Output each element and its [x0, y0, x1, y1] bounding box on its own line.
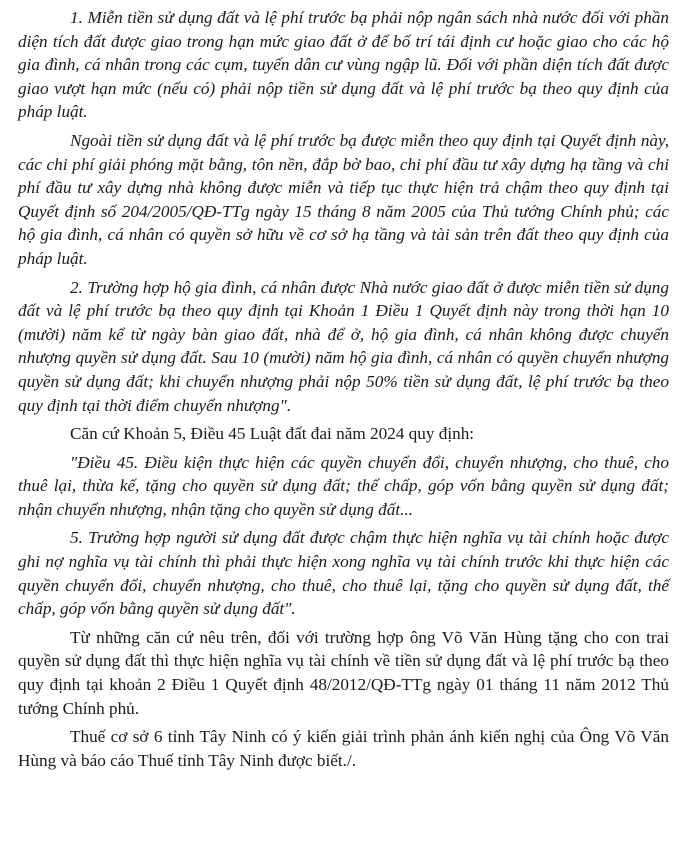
paragraph-exemption-2: 2. Trường hợp hộ gia đình, cá nhân được Nhà nước giao đất ở được miễn tiền sử dụng đất và lệ phí trước bạ theo quy định tại Khoản 1 Điều 1 Quyết định này trong thời hạn 10 (mười) năm kể từ ngày bàn giao đất, nhà để ở, hộ gia đình, cá nhân không được chuyển nhượng quyền sử dụng đất. Sau 10 (mười) năm hộ gia đình, cá nhân có quyền chuyển nhượng quyền sử dụng đất; khi chuyển nhượng phải nộp 50% tiền sử dụng đất, lệ phí trước bạ theo quy định tại thời điểm chuyển nhượng". — [18, 277, 669, 415]
paragraph-closing: Thuế cơ sở 6 tỉnh Tây Ninh có ý kiến giải trình phản ánh kiến nghị của Ông Võ Văn Hùng và báo cáo Thuế tỉnh Tây Ninh được biết./. — [18, 727, 669, 770]
paragraph-exemption-1: 1. Miễn tiền sử dụng đất và lệ phí trước bạ phải nộp ngân sách nhà nước đối với phần diện tích đất được giao trong hạn mức giao đất ở để bố trí tái định cư hoặc giao cho các hộ gia đình, cá nhân trong các cụm, tuyến dân cư vùng ngập lũ. Đối với phần diện tích đất được giao vượt hạn mức (nếu có) phải nộp tiền sử dụng đất và lệ phí trước bạ theo quy định của pháp luật. — [18, 8, 669, 122]
paragraph-article-45: "Điều 45. Điều kiện thực hiện các quyền chuyển đổi, chuyển nhượng, cho thuê, cho thuê lại, thừa kế, tặng cho quyền sử dụng đất; thế chấp, góp vốn bằng quyền sử dụng đất; nhận chuyển nhượng, nhận tặng cho quyền sử dụng đất... — [18, 452, 669, 519]
paragraph-legal-basis: Căn cứ Khoản 5, Điều 45 Luật đất đai năm 2024 quy định: — [70, 424, 475, 444]
paragraph-other-costs: Ngoài tiền sử dụng đất và lệ phí trước bạ được miễn theo quy định tại Quyết định này, các chi phí giải phóng mặt bằng, tôn nền, đắp bờ bao, chi phí đầu tư xây dựng hạ tầng và chi phí đầu tư xây dựng nhà không được miễn và tiếp tục thực hiện trả chậm theo quy định tại Quyết định số 204/2005/QĐ-TTg ngày 15 tháng 8 năm 2005 của Thủ tướng Chính phủ; các hộ gia đình, cá nhân có quyền sở hữu về cơ sở hạ tầng và tài sản trên đất theo quy định của pháp luật. — [18, 130, 669, 268]
paragraph-conclusion: Từ những căn cứ nêu trên, đối với trường hợp ông Võ Văn Hùng tặng cho con trai quyền sử dụng đất thì thực hiện nghĩa vụ tài chính về tiền sử dụng đất và lệ phí trước bạ theo quy định tại khoản 2 Điều 1 Quyết định 48/2012/QĐ-TTg ngày 01 tháng 11 năm 2012 Thủ tướng Chính phủ. — [18, 627, 669, 718]
paragraph-clause-5: 5. Trường hợp người sử dụng đất được chậm thực hiện nghĩa vụ tài chính hoặc được ghi nợ nghĩa vụ tài chính thì phải thực hiện xong nghĩa vụ tài chính trước khi thực hiện các quyền chuyển đổi, chuyển nhượng, cho thuê, cho thuê lại, tặng cho quyền sử dụng đất, thế chấp, góp vốn bằng quyền sử dụng đất". — [18, 528, 669, 619]
